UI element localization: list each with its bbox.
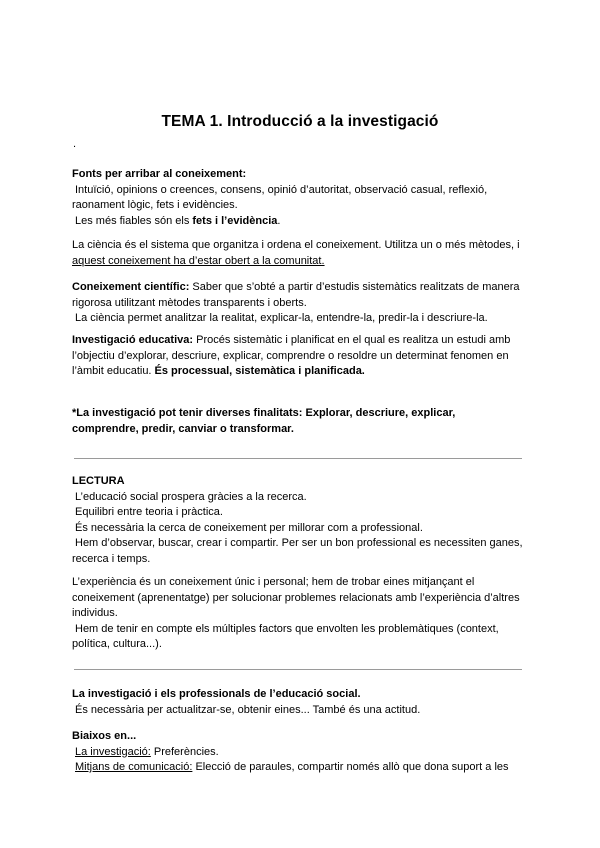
coneixement-label: Coneixement científic: <box>72 281 190 293</box>
ciencia-underlined: aquest coneixement ha d’estar obert a la comunitat. <box>72 254 325 267</box>
biaixos-item: Mitjans de comunicació: Elecció de paraules, compartir només allò que dona suport a les <box>75 761 509 773</box>
coneixement-line: rigorosa utilitzant mètodes transparents i oberts. <box>72 296 307 309</box>
experiencia-line: L’experiència és un coneixement únic i personal; hem de trobar eines mitjançant el <box>72 576 475 588</box>
experiencia-line: individus. <box>72 607 118 619</box>
lectura-heading: LECTURA <box>72 475 125 487</box>
experiencia-line: política, cultura...). <box>72 638 162 650</box>
lectura-line: L’educació social prospera gràcies a la recerca. <box>75 490 307 503</box>
section-investigacio-educativa <box>72 333 532 380</box>
lectura-line: Equilibri entre teoria i pràctica. <box>75 506 223 518</box>
coneixement-line: La ciència permet analitzar la realitat, explicar-la, entendre-la, predir-la i descriure-la. <box>75 312 488 324</box>
fonts-emphasis: fets i l’evidència <box>192 214 278 227</box>
section-lectura <box>72 474 532 567</box>
stray-dot: . <box>73 138 77 150</box>
investigacio-line: Investigació educativa: Procés sistemàtic i planificat en el qual es realitza un estudi amb <box>72 334 511 346</box>
section-fonts <box>72 167 532 229</box>
fonts-line: Intuïció, opinions o creences, consens, opinió d’autoritat, observació casual, reflexió, <box>75 183 488 196</box>
fonts-line: Les més fiables són els fets i l’evidència. <box>75 214 281 227</box>
section-biaixos <box>72 729 532 776</box>
investigacio-line: l’objectiu d’explorar, descriure, explicar, comprendre o resoldre un determinat fenomen en <box>72 349 509 362</box>
experiencia-line: coneixement (aprenentatge) per solucionar problemes relacionats amb l’experiència d’altres <box>72 591 520 604</box>
divider <box>74 669 522 670</box>
finalitats-line: comprendre, predir, canviar o transformar. <box>72 422 294 435</box>
fonts-line: raonament lògic, fets i evidències. <box>72 199 238 211</box>
biaixos-heading: Biaixos en... <box>72 730 137 742</box>
fonts-heading: Fonts per arribar al coneixement: <box>72 168 247 180</box>
biaixos-item-label: La investigació: <box>75 745 151 758</box>
biaixos-item: La investigació: Preferències. <box>75 745 219 758</box>
professionals-line: És necessària per actualitzar-se, obtenir eines... També és una actitud. <box>75 703 421 716</box>
section-lectura-experiencia <box>72 575 532 653</box>
investigacio-line: l’àmbit educatiu. És processual, sistemàtica i planificada. <box>72 365 365 377</box>
lectura-line: Hem d’observar, buscar, crear i compartir. Per ser un bon professional es necessiten ganes, <box>75 537 523 549</box>
lectura-line: recerca i temps. <box>72 552 151 565</box>
section-coneixement-cientific <box>72 280 532 327</box>
investigacio-emphasis: És processual, sistemàtica i planificada. <box>154 365 365 377</box>
page-title: TEMA 1. Introducció a la investigació <box>161 113 439 130</box>
divider <box>74 458 522 459</box>
professionals-heading: La investigació i els professionals de l’educació social. <box>72 688 361 700</box>
investigacio-label: Investigació educativa: <box>72 334 194 346</box>
section-finalitats <box>72 406 532 437</box>
section-professionals <box>72 687 532 718</box>
biaixos-item-label: Mitjans de comunicació: <box>75 761 193 773</box>
experiencia-line: Hem de tenir en compte els múltiples factors que envolten les problemàtiques (context, <box>75 622 499 635</box>
section-ciencia <box>72 238 532 269</box>
finalitats-line: *La investigació pot tenir diverses finalitats: Explorar, descriure, explicar, <box>72 407 456 419</box>
ciencia-line: La ciència és el sistema que organitza i ordena el coneixement. Utilitza un o més mètodes, i <box>72 239 520 251</box>
lectura-line: És necessària la cerca de coneixement per millorar com a professional. <box>75 521 423 534</box>
coneixement-line: Coneixement científic: Saber que s’obté a partir d’estudis sistemàtics realitzats de manera <box>72 281 520 293</box>
